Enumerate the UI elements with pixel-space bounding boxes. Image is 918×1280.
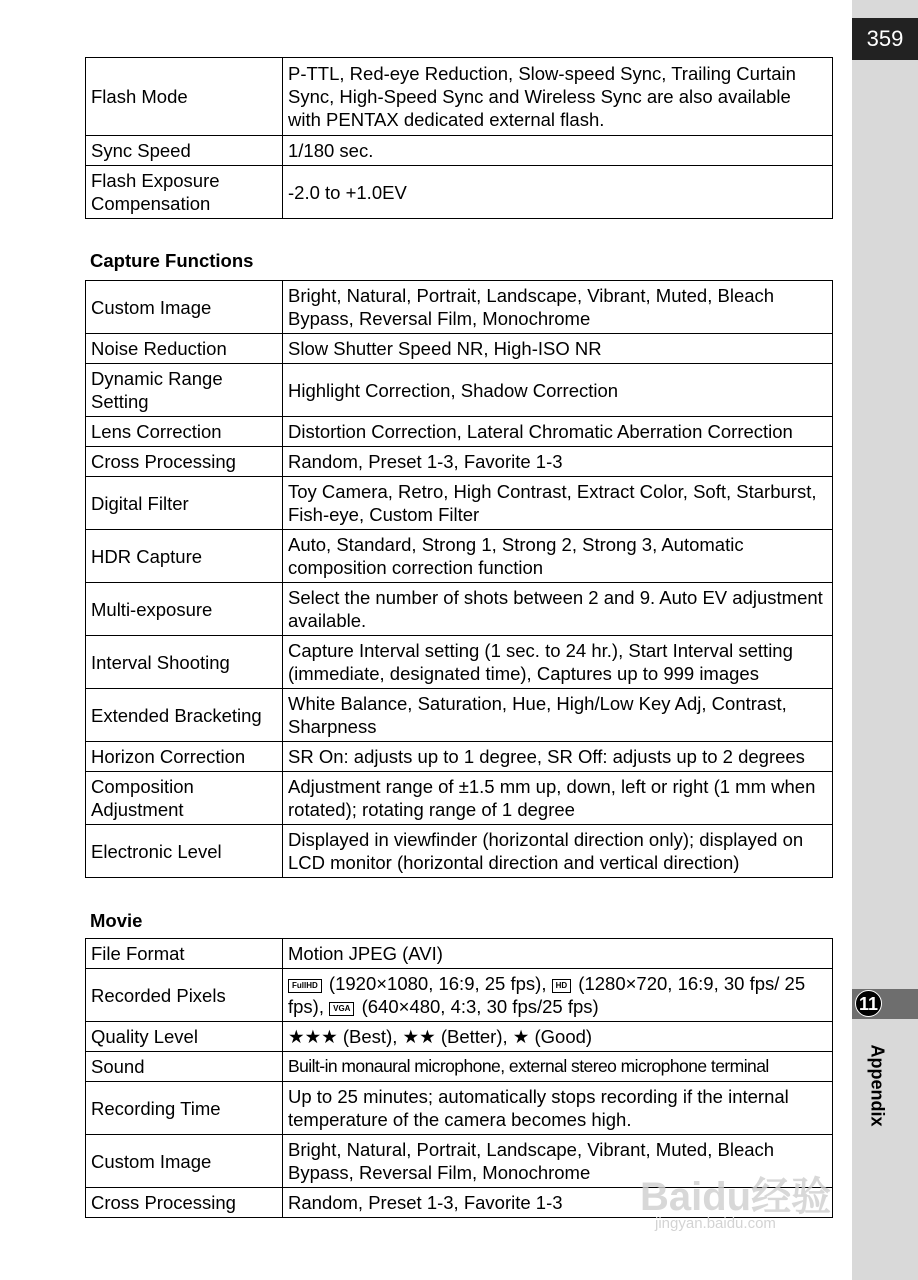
table-row [86, 1052, 833, 1082]
table-row [86, 364, 833, 417]
table-row [86, 1082, 833, 1135]
spec-label: Electronic Level [86, 825, 283, 878]
hd-icon: HD [552, 979, 572, 993]
spec-value: Slow Shutter Speed NR, High-ISO NR [283, 334, 833, 364]
table-row [86, 969, 833, 1022]
spec-label: Recorded Pixels [86, 969, 283, 1022]
spec-label: Extended Bracketing [86, 689, 283, 742]
spec-label: Custom Image [86, 1135, 283, 1188]
spec-label: Recording Time [86, 1082, 283, 1135]
spec-value-part: (1920×1080, 16:9, 25 fps), [323, 973, 552, 994]
table-row [86, 939, 833, 969]
spec-label: Dynamic Range Setting [86, 364, 283, 417]
spec-label: HDR Capture [86, 530, 283, 583]
table-row [86, 136, 833, 166]
section-heading-movie: Movie [90, 910, 143, 931]
spec-label: Sync Speed [86, 136, 283, 166]
spec-value: SR On: adjusts up to 1 degree, SR Off: adjusts up to 2 degrees [283, 742, 833, 772]
section-heading-capture: Capture Functions [90, 250, 254, 271]
table-row [86, 1022, 833, 1052]
chapter-title: Appendix [867, 1044, 888, 1127]
spec-value: Capture Interval setting (1 sec. to 24 hr.), Start Interval setting (immediate, designated time), Captures up to 999 images [283, 636, 833, 689]
spec-label: Composition Adjustment [86, 772, 283, 825]
table-row [86, 772, 833, 825]
table-row [86, 58, 833, 136]
spec-label: Digital Filter [86, 477, 283, 530]
spec-label: Lens Correction [86, 417, 283, 447]
table-row [86, 742, 833, 772]
vga-icon: VGA [329, 1002, 354, 1016]
spec-label: Cross Processing [86, 1188, 283, 1218]
spec-value: Up to 25 minutes; automatically stops recording if the internal temperature of the camera becomes high. [283, 1082, 833, 1135]
fullhd-icon: FullHD [288, 979, 322, 993]
spec-label: Multi-exposure [86, 583, 283, 636]
table-row [86, 447, 833, 477]
spec-value: Random, Preset 1-3, Favorite 1-3 [283, 447, 833, 477]
spec-value: White Balance, Saturation, Hue, High/Low Key Adj, Contrast, Sharpness [283, 689, 833, 742]
table-row [86, 689, 833, 742]
table-row [86, 417, 833, 447]
table-row [86, 583, 833, 636]
table-row [86, 281, 833, 334]
table-row [86, 530, 833, 583]
table-row [86, 477, 833, 530]
chapter-number: 11 [855, 990, 882, 1017]
flash-spec-table [85, 57, 833, 219]
spec-value: Bright, Natural, Portrait, Landscape, Vibrant, Muted, Bleach Bypass, Reversal Film, Monochrome [283, 281, 833, 334]
page-number: 359 [852, 18, 918, 60]
spec-label: Flash Exposure Compensation [86, 166, 283, 219]
capture-spec-table [85, 280, 833, 878]
spec-label: Interval Shooting [86, 636, 283, 689]
table-row [86, 825, 833, 878]
spec-value-part: (1280×720, 16:9, 30 fps/ 25 fps), [288, 973, 806, 1017]
spec-label: Custom Image [86, 281, 283, 334]
spec-label: Flash Mode [86, 58, 283, 136]
spec-value: Built-in monaural microphone, external stereo microphone terminal [283, 1052, 833, 1082]
spec-value: 1/180 sec. [283, 136, 833, 166]
spec-value: ★★★ (Best), ★★ (Better), ★ (Good) [283, 1022, 833, 1052]
spec-value: Random, Preset 1-3, Favorite 1-3 [283, 1188, 833, 1218]
spec-value: Select the number of shots between 2 and 9. Auto EV adjustment available. [283, 583, 833, 636]
table-row [86, 636, 833, 689]
spec-value: Adjustment range of ±1.5 mm up, down, left or right (1 mm when rotated); rotating range of 1 degree [283, 772, 833, 825]
table-row [86, 334, 833, 364]
spec-label: File Format [86, 939, 283, 969]
spec-value: P-TTL, Red-eye Reduction, Slow-speed Sync, Trailing Curtain Sync, High-Speed Sync and Wireless Sync are also available with PENTAX dedicated external flash. [283, 58, 833, 136]
watermark-logo: Baidu经验 [640, 1175, 832, 1219]
spec-value: Auto, Standard, Strong 1, Strong 2, Strong 3, Automatic composition correction function [283, 530, 833, 583]
spec-label: Cross Processing [86, 447, 283, 477]
spec-value: Highlight Correction, Shadow Correction [283, 364, 833, 417]
spec-value: -2.0 to +1.0EV [283, 166, 833, 219]
table-row [86, 166, 833, 219]
spec-value [283, 969, 833, 1022]
spec-value: Displayed in viewfinder (horizontal direction only); displayed on LCD monitor (horizontal direction and vertical direction) [283, 825, 833, 878]
spec-label: Horizon Correction [86, 742, 283, 772]
spec-value-part: (640×480, 4:3, 30 fps/25 fps) [356, 996, 599, 1017]
watermark-url: jingyan.baidu.com [655, 1215, 776, 1232]
spec-label: Quality Level [86, 1022, 283, 1052]
spec-label: Noise Reduction [86, 334, 283, 364]
spec-value: Motion JPEG (AVI) [283, 939, 833, 969]
spec-label: Sound [86, 1052, 283, 1082]
spec-value: Distortion Correction, Lateral Chromatic Aberration Correction [283, 417, 833, 447]
spec-value: Toy Camera, Retro, High Contrast, Extract Color, Soft, Starburst, Fish-eye, Custom Filter [283, 477, 833, 530]
spec-value: Bright, Natural, Portrait, Landscape, Vibrant, Muted, Bleach Bypass, Reversal Film, Monochrome [283, 1135, 833, 1188]
